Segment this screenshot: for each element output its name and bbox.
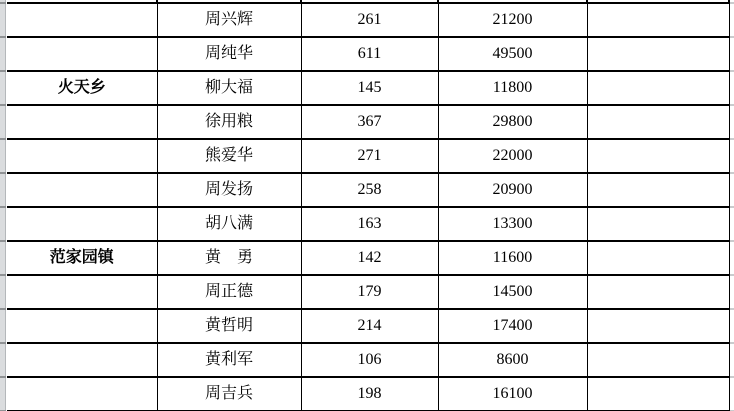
amount-cell[interactable]: 29800 [438,105,587,139]
row-line-tick [730,240,734,242]
township-cell[interactable]: 火天乡 [7,71,157,105]
township-cell[interactable] [7,173,157,207]
name-cell[interactable]: 熊爱华 [157,139,301,173]
empty-cell[interactable] [587,3,729,37]
township-cell[interactable] [7,3,157,37]
table-row [7,241,729,275]
row-line-tick [730,274,734,276]
count-cell[interactable]: 142 [301,241,438,275]
table-row [7,105,729,139]
row-line-tick [0,172,6,174]
count-cell[interactable]: 271 [301,139,438,173]
name-cell[interactable]: 周发扬 [157,173,301,207]
right-gutter [730,0,734,411]
table-row [7,207,729,241]
row-line-tick [730,36,734,38]
data-table [7,2,730,411]
row-line-tick [0,376,6,378]
row-line-tick [0,104,6,106]
row-line-tick [730,308,734,310]
row-line-tick [0,342,6,344]
empty-cell[interactable] [587,105,729,139]
count-cell[interactable]: 367 [301,105,438,139]
table-row [7,275,729,309]
row-line-tick [730,70,734,72]
empty-cell[interactable] [587,377,729,411]
township-cell[interactable]: 范家园镇 [7,241,157,275]
amount-cell[interactable]: 14500 [438,275,587,309]
table-row [7,139,729,173]
amount-cell[interactable]: 22000 [438,139,587,173]
row-line-tick [730,206,734,208]
township-cell[interactable] [7,343,157,377]
count-cell[interactable]: 106 [301,343,438,377]
row-line-tick [0,70,6,72]
empty-cell[interactable] [587,343,729,377]
count-cell[interactable]: 258 [301,173,438,207]
row-line-tick [0,206,6,208]
table-row [7,343,729,377]
row-line-tick [730,376,734,378]
table-row [7,173,729,207]
column-line-stub [437,0,439,3]
amount-cell[interactable]: 16100 [438,377,587,411]
amount-cell[interactable]: 20900 [438,173,587,207]
empty-cell[interactable] [587,139,729,173]
township-cell[interactable] [7,309,157,343]
left-gutter [0,0,6,411]
amount-cell[interactable]: 11600 [438,241,587,275]
row-line-tick [730,172,734,174]
count-cell[interactable]: 261 [301,3,438,37]
name-cell[interactable]: 柳大福 [157,71,301,105]
name-cell[interactable]: 黄哲明 [157,309,301,343]
row-line-tick [0,138,6,140]
row-line-tick [0,2,6,4]
table-row [7,377,729,411]
township-cell[interactable] [7,275,157,309]
count-cell[interactable]: 145 [301,71,438,105]
column-line-stub [156,0,158,3]
name-cell[interactable]: 胡八满 [157,207,301,241]
column-line-stub [300,0,302,3]
row-line-tick [730,2,734,4]
township-cell[interactable] [7,105,157,139]
name-cell[interactable]: 黄利军 [157,343,301,377]
count-cell[interactable]: 163 [301,207,438,241]
empty-cell[interactable] [587,207,729,241]
table-row [7,71,729,105]
row-line-tick [0,240,6,242]
empty-cell[interactable] [587,275,729,309]
name-cell[interactable]: 黄 勇 [157,241,301,275]
name-cell[interactable]: 徐用粮 [157,105,301,139]
empty-cell[interactable] [587,241,729,275]
name-cell[interactable]: 周正德 [157,275,301,309]
table-row [7,309,729,343]
count-cell[interactable]: 179 [301,275,438,309]
row-line-tick [0,308,6,310]
count-cell[interactable]: 198 [301,377,438,411]
name-cell[interactable]: 周吉兵 [157,377,301,411]
amount-cell[interactable]: 13300 [438,207,587,241]
amount-cell[interactable]: 21200 [438,3,587,37]
table-row [7,37,729,71]
empty-cell[interactable] [587,37,729,71]
amount-cell[interactable]: 17400 [438,309,587,343]
table-body [7,3,729,411]
township-cell[interactable] [7,377,157,411]
township-cell[interactable] [7,37,157,71]
count-cell[interactable]: 214 [301,309,438,343]
row-line-tick [730,342,734,344]
township-cell[interactable] [7,139,157,173]
name-cell[interactable]: 周纯华 [157,37,301,71]
amount-cell[interactable]: 49500 [438,37,587,71]
empty-cell[interactable] [587,309,729,343]
township-cell[interactable] [7,207,157,241]
amount-cell[interactable]: 8600 [438,343,587,377]
table-row [7,3,729,37]
name-cell[interactable]: 周兴辉 [157,3,301,37]
row-line-tick [730,104,734,106]
empty-cell[interactable] [587,173,729,207]
row-line-tick [730,138,734,140]
row-line-tick [0,274,6,276]
count-cell[interactable]: 611 [301,37,438,71]
row-line-tick [0,36,6,38]
empty-cell[interactable] [587,71,729,105]
amount-cell[interactable]: 11800 [438,71,587,105]
column-line-stub [586,0,588,3]
